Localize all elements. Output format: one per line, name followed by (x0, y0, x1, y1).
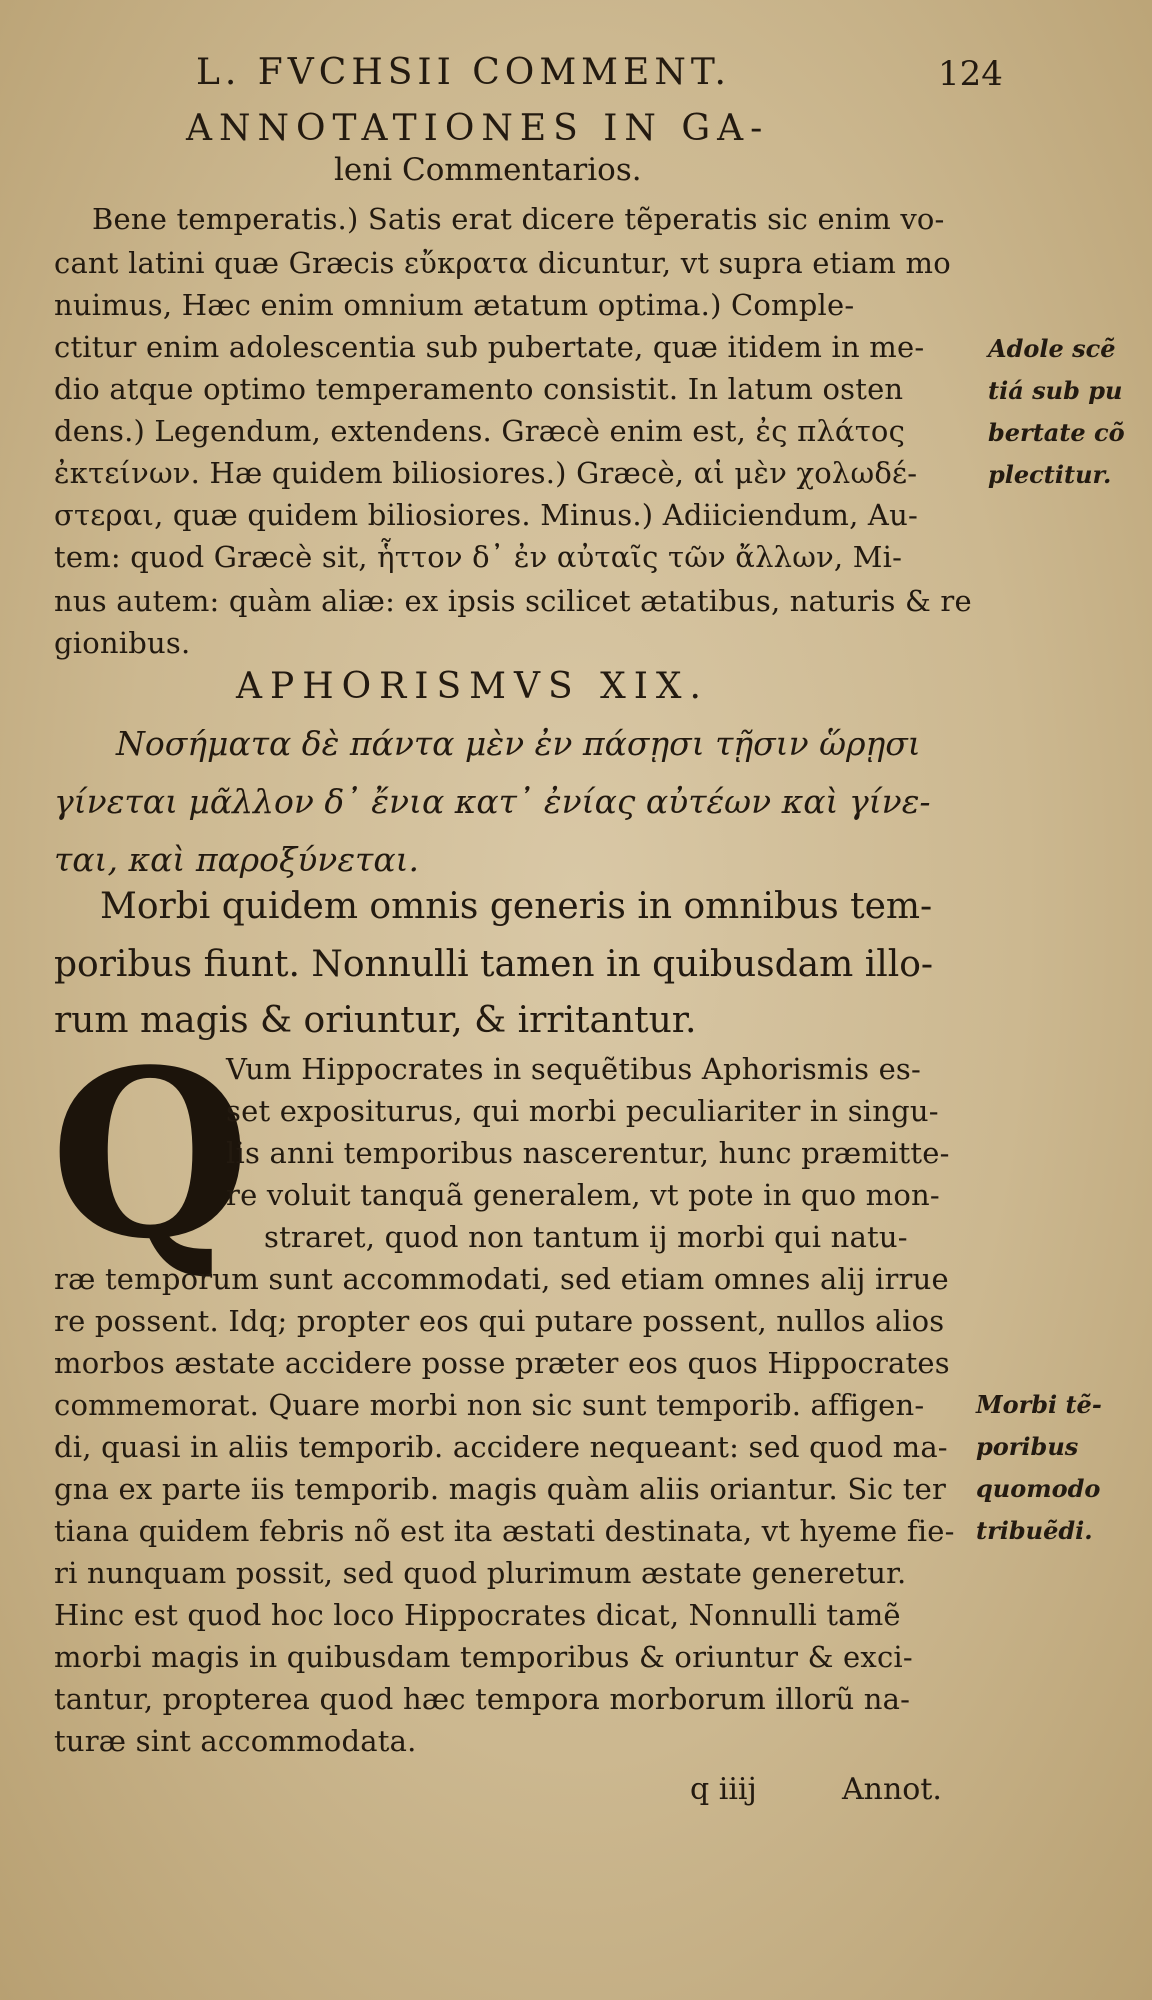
drop-cap-letter: Q (50, 1020, 251, 1290)
commentary-line: gna ex parte iis temporib. magis quàm aliis oriantur. Sic ter (54, 1472, 947, 1506)
annotation-line: dio atque optimo temperamento consistit. In latum osten (54, 372, 904, 406)
margin-note-line: poribus (976, 1432, 1079, 1461)
commentary-line: tantur, propterea quod hæc tempora morborum illorũ na- (54, 1682, 911, 1716)
latin-aphorism-line: rum magis & oriuntur, & irritantur. (54, 1000, 697, 1041)
annotation-line: nus autem: quàm aliæ: ex ipsis scilicet ætatibus, naturis & re (54, 584, 972, 618)
folio-number: 124 (938, 54, 1003, 94)
commentary-line: morbi magis in quibusdam temporibus & oriuntur & exci- (54, 1640, 913, 1674)
margin-note-line: tiá sub pu (988, 376, 1123, 405)
commentary-line: ræ temporum sunt accommodati, sed etiam omnes alij irrue (54, 1262, 949, 1296)
aphorism-heading: APHORISMVS XIX. (236, 666, 710, 707)
section-title-line-1: ANNOTATIONES IN GA- (186, 108, 770, 149)
annotation-line: cant latini quæ Græcis εὔκρατα dicuntur, vt supra etiam mo (54, 246, 951, 280)
margin-note-line: bertate cõ (988, 418, 1125, 447)
commentary-line: di, quasi in aliis temporib. accidere nequeant: sed quod ma- (54, 1430, 948, 1464)
commentary-line: re voluit tanquã generalem, vt pote in quo mon- (226, 1178, 940, 1212)
greek-aphorism-line: γίνεται μᾶλλον δ᾽ ἔνια κατ᾽ ἐνίας αὐτέων καὶ γίνε- (54, 782, 931, 821)
running-title: L. FVCHSII COMMENT. (196, 52, 731, 93)
margin-note-line: tribuẽdi. (976, 1516, 1093, 1545)
commentary-line: re possent. Idq; propter eos qui putare possent, nullos alios (54, 1304, 945, 1338)
annotation-line: tem: quod Græcè sit, ἧττον δ᾽ ἐν αὐταῖς τῶν ἄλλων, Mi- (54, 540, 903, 574)
margin-note-line: plectitur. (988, 460, 1112, 489)
commentary-line: straret, quod non tantum ij morbi qui natu- (264, 1220, 908, 1254)
commentary-line: Vum Hippocrates in sequẽtibus Aphorismis es- (226, 1052, 922, 1086)
annotation-line: στεραι, quæ quidem biliosiores. Minus.) Adiiciendum, Au- (54, 498, 918, 532)
commentary-line: ri nunquam possit, sed quod plurimum æstate generetur. (54, 1556, 907, 1590)
annotation-line: dens.) Legendum, extendens. Græcè enim est, ἐς πλάτος (54, 414, 906, 448)
commentary-line: commemorat. Quare morbi non sic sunt temporib. affigen- (54, 1388, 925, 1422)
margin-note-line: quomodo (976, 1474, 1101, 1503)
annotation-line: Bene temperatis.) Satis erat dicere tẽperatis sic enim vo- (92, 202, 945, 236)
latin-aphorism-line: poribus fiunt. Nonnulli tamen in quibusdam illo- (54, 944, 934, 985)
catchword: Annot. (842, 1772, 942, 1807)
annotation-line: gionibus. (54, 626, 191, 660)
commentary-line: lis anni temporibus nascerentur, hunc præmitte- (226, 1136, 950, 1170)
commentary-line: Hinc est quod hoc loco Hippocrates dicat, Nonnulli tamẽ (54, 1598, 901, 1632)
commentary-line: morbos æstate accidere posse præter eos quos Hippocrates (54, 1346, 950, 1380)
commentary-line: turæ sint accommodata. (54, 1724, 417, 1758)
signature-mark: q iiij (690, 1772, 757, 1807)
margin-note-line: Morbi tẽ- (976, 1390, 1102, 1419)
commentary-line: tiana quidem febris nõ est ita æstati destinata, vt hyeme fie- (54, 1514, 955, 1548)
latin-aphorism-line: Morbi quidem omnis generis in omnibus tem- (100, 886, 933, 927)
annotation-line: ctitur enim adolescentia sub pubertate, quæ itidem in me- (54, 330, 925, 364)
greek-aphorism-line: ται, καὶ παροξύνεται. (54, 840, 420, 879)
margin-note-line: Adole scẽ (988, 334, 1116, 363)
annotation-line: ἐκτείνων. Hæ quidem biliosiores.) Græcè, αἱ μὲν χολωδέ- (54, 456, 918, 490)
section-title-line-2: leni Commentarios. (334, 152, 642, 188)
annotation-line: nuimus, Hæc enim omnium ætatum optima.) Comple- (54, 288, 855, 322)
commentary-line: set expositurus, qui morbi peculiariter in singu- (226, 1094, 939, 1128)
greek-aphorism-line: Νοσήματα δὲ πάντα μὲν ἐν πάσῃσι τῇσιν ὥρῃσι (116, 724, 921, 763)
